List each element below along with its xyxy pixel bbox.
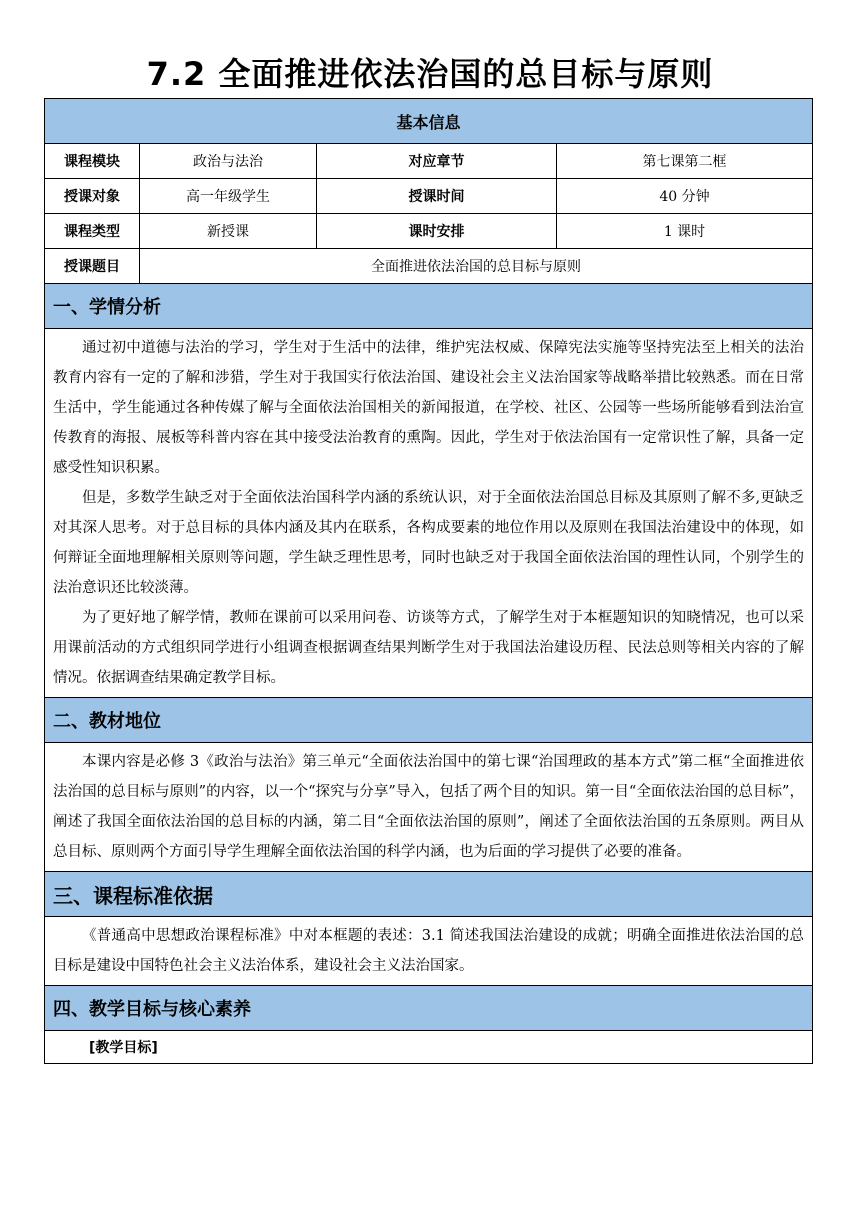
page-title: 7.2 全面推进依法治国的总目标与原则 (146, 55, 714, 93)
audience-value: 高一年级学生 (140, 179, 317, 214)
section-heading-curriculum-standard: 三、课程标准依据 (45, 872, 813, 917)
schedule-label: 课时安排 (317, 214, 557, 249)
course-type-value: 新授课 (140, 214, 317, 249)
paragraph: 本课内容是必修 3《政治与法治》第三单元“全面依法治国中的第七课“治国理政的基本方式”第二框“全面推进依法治国的总目标与原则”的内容，以一个“探究与分享”导入，包括了两个目的知识。第一目“全面依法治国的总目标”，阐述了我国全面依法治国的总目标的内涵，第二目“全面依法治国的原则”，阐述了全面依法治国的五条原则。两目从总目标、原则两个方面引导学生理解全面依法治国的科学内涵，也为后面的学习提供了必要的准备。 (53, 754, 805, 860)
learner-analysis-body (45, 329, 813, 698)
paragraph: 但是，多数学生缺乏对于全面依法治国科学内涵的系统认识，对于全面依法治国总目标及其原则了解不多,更缺乏对其深人思考。对于总目标的具体内涵及其内在联系，各构成要素的地位作用以及原则在我国法治建设中的体现，如何辩证全面地理解相关原则等问题，学生缺乏理性思考，同时也缺乏对于我国全面依法治国的理性认同，个别学生的法治意识还比较淡薄。 (53, 490, 805, 596)
audience-label: 授课对象 (45, 179, 140, 214)
lesson-plan-table (44, 98, 813, 1064)
course-type-label: 课程类型 (45, 214, 140, 249)
basic-info-header: 基本信息 (45, 99, 813, 144)
schedule-value: 1 课时 (557, 214, 813, 249)
chapter-label: 对应章节 (317, 144, 557, 179)
table-row (45, 249, 813, 284)
section-heading-objectives: 四、教学目标与核心素养 (45, 986, 813, 1031)
duration-value: 40 分钟 (557, 179, 813, 214)
table-row (45, 179, 813, 214)
paragraph: 通过初中道德与法治的学习，学生对于生活中的法律，维护宪法权威、保障宪法实施等坚持宪法至上相关的法治教育内容有一定的了解和涉猎，学生对于我国实行依法治国、建设社会主义法治国家等战略举措比较熟悉。而在日常生活中，学生能通过各种传媒了解与全面依法治国相关的新闻报道，在学校、社区、公园等一些场所能够看到法治宣传教育的海报、展板等科普内容在其中接受法治教育的熏陶。因此，学生对于依法治国有一定常识性了解，具备一定感受性知识积累。 (53, 340, 805, 476)
objectives-subheading: [教学目标] (45, 1031, 813, 1064)
section-heading-learner-analysis: 一、学情分析 (45, 284, 813, 329)
table-row (45, 144, 813, 179)
duration-label: 授课时间 (317, 179, 557, 214)
course-module-value: 政治与法治 (140, 144, 317, 179)
textbook-position-body (45, 743, 813, 872)
table-row (45, 214, 813, 249)
curriculum-standard-body (45, 917, 813, 986)
section-heading-textbook-position: 二、教材地位 (45, 698, 813, 743)
paragraph: 为了更好地了解学情，教师在课前可以采用问卷、访谈等方式，了解学生对于本框题知识的知晓情况，也可以采用课前活动的方式组织同学进行小组调查根据调查结果判断学生对于我国法治建设历程、民法总则等相关内容的了解情况。依据调查结果确定教学目标。 (53, 610, 805, 686)
topic-value: 全面推进依法治国的总目标与原则 (140, 249, 813, 284)
course-module-label: 课程模块 (45, 144, 140, 179)
chapter-value: 第七课第二框 (557, 144, 813, 179)
topic-label: 授课题目 (45, 249, 140, 284)
paragraph: 《普通高中思想政治课程标准》中对本框题的表述：3.1 简述我国法治建设的成就；明确全面推进依法治国的总目标是建设中国特色社会主义法治体系，建设社会主义法治国家。 (53, 928, 805, 974)
